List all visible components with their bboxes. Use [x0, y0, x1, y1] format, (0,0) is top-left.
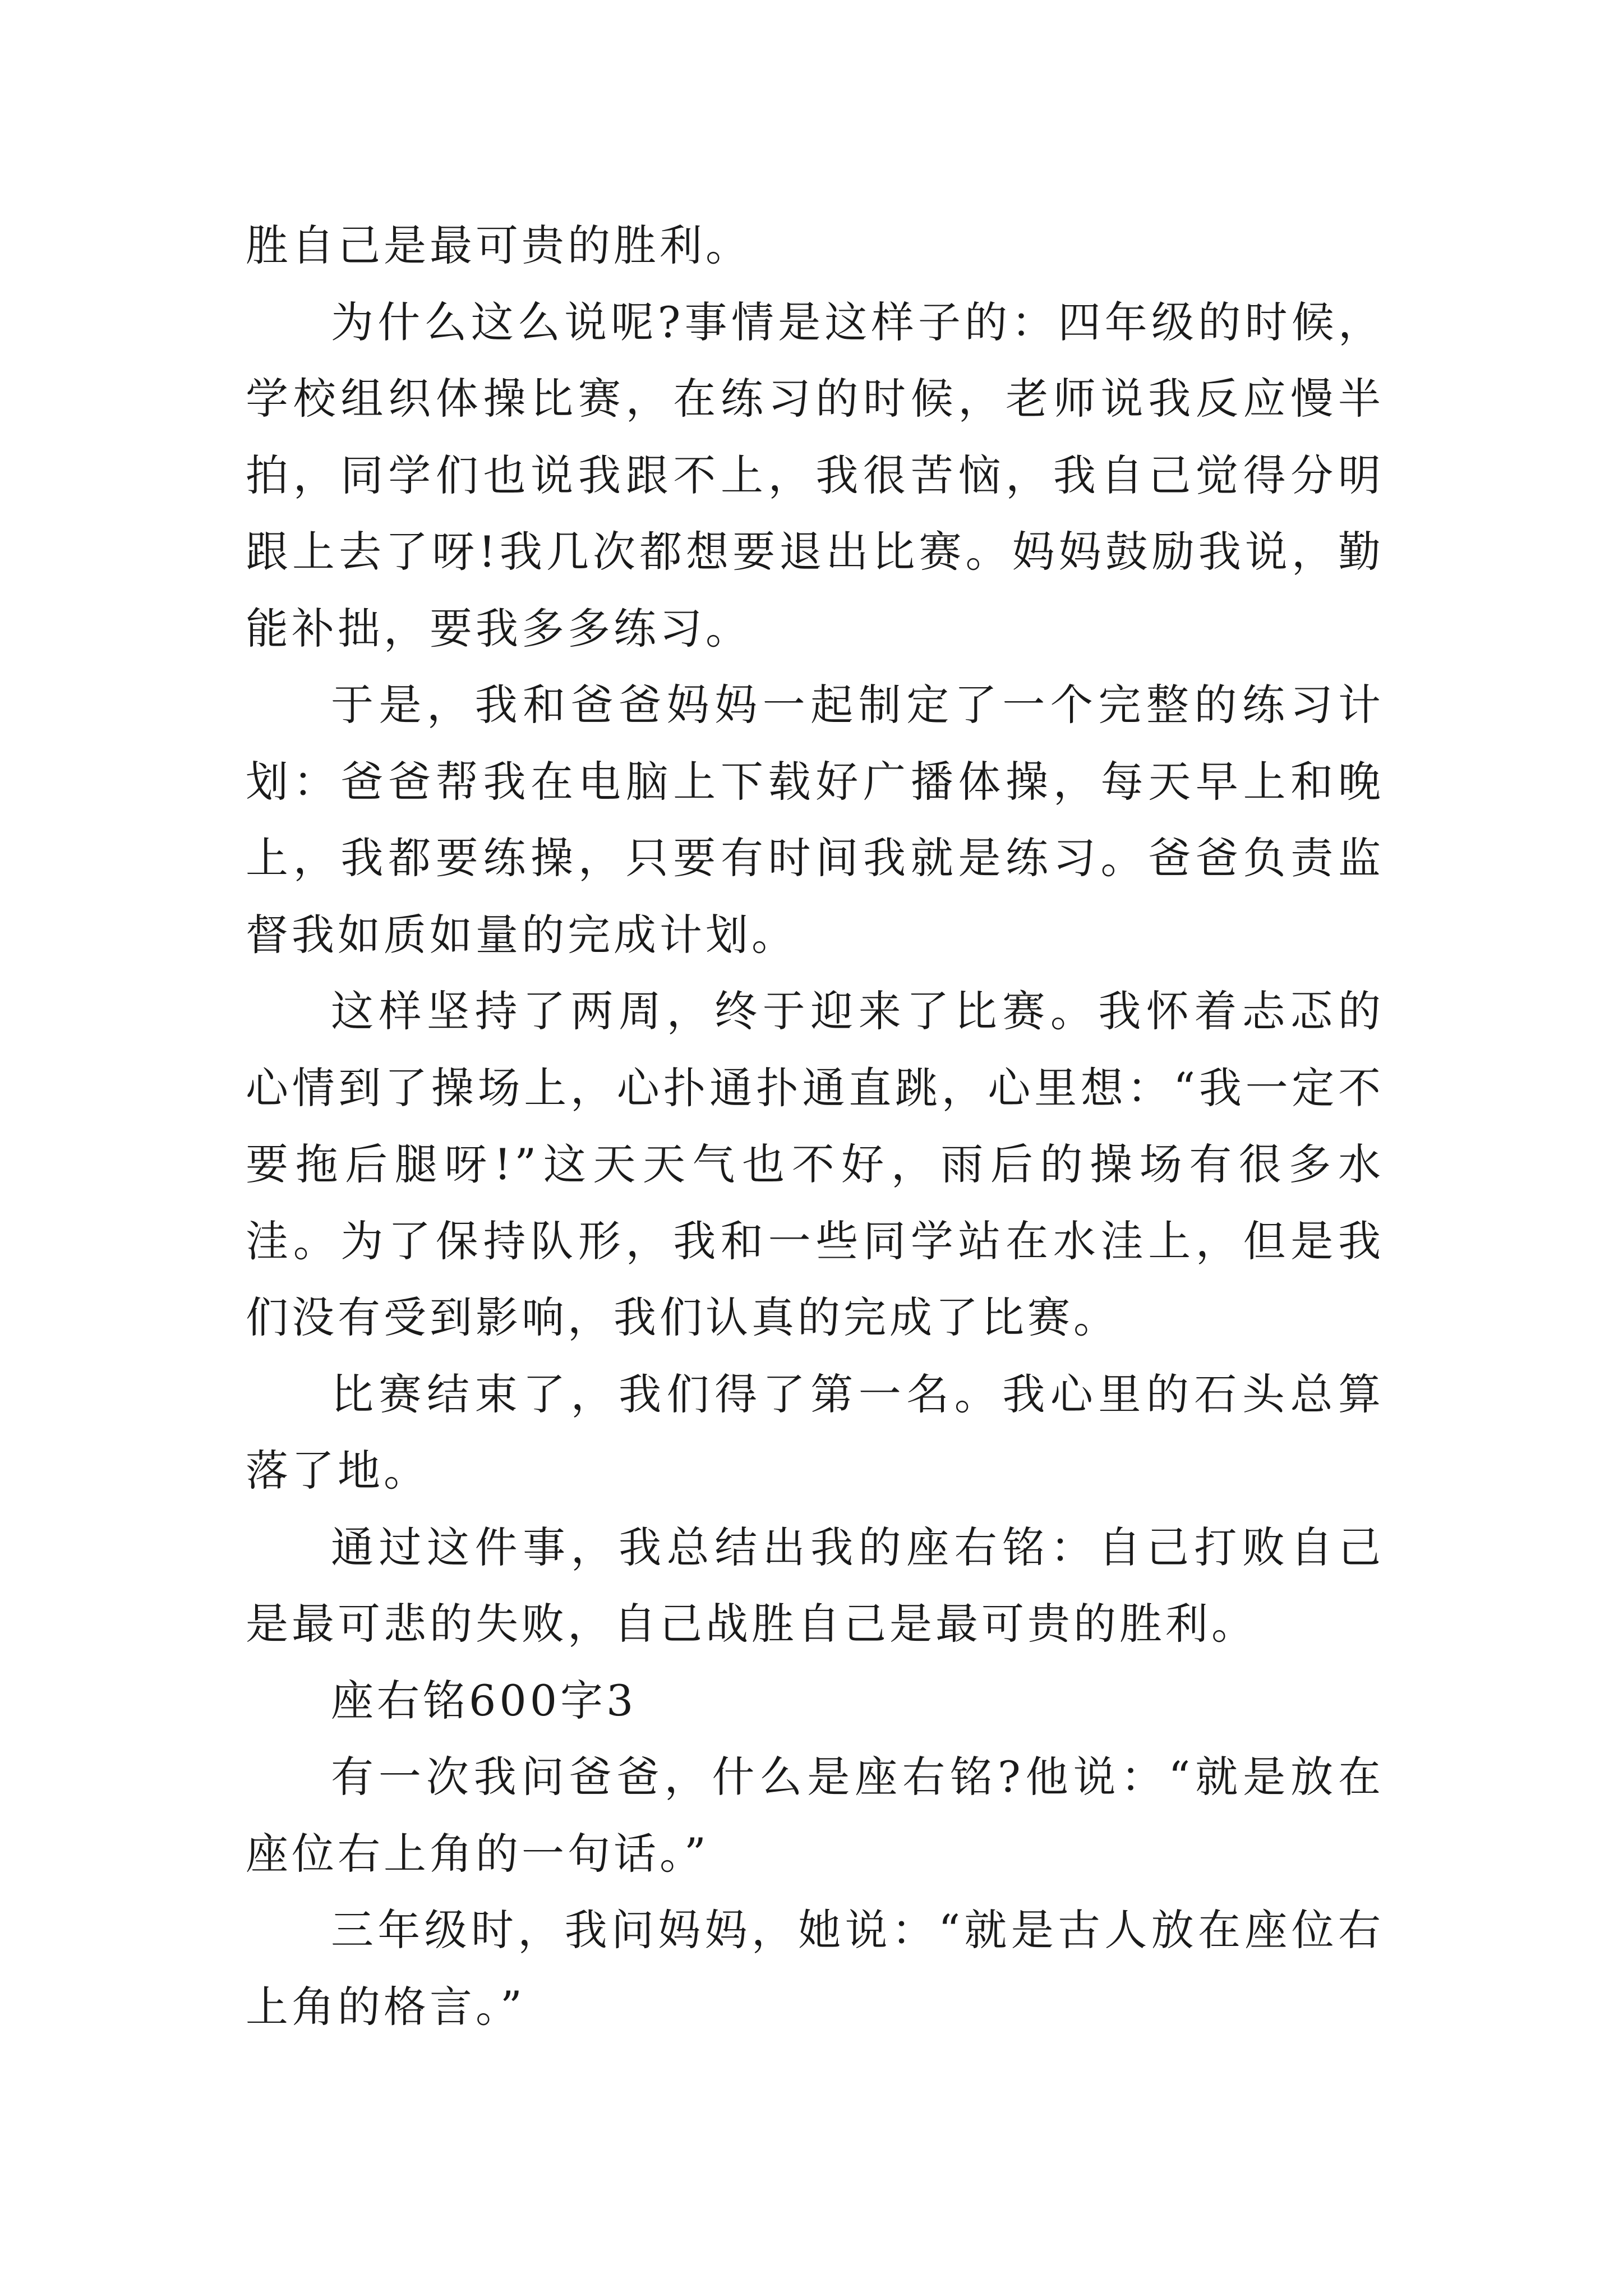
- paragraph-motto: 通过这件事，我总结出我的座右铭：自己打败自己是最可悲的失败，自己战胜自己是最可贵的胜利。: [246, 1522, 1384, 1649]
- paragraph-continuation: 胜自己是最可贵的胜利。: [246, 220, 751, 270]
- paragraph-result: 比赛结束了，我们得了第一名。我心里的石头总算落了地。: [246, 1369, 1384, 1496]
- paragraph-ask-father: 有一次我问爸爸，什么是座右铭?他说：“就是放在座位右上角的一句话。”: [246, 1752, 1384, 1879]
- paragraph-gymnastics-intro: 为什么这么说呢?事情是这样子的：四年级的时候，学校组织体操比赛，在练习的时候，老师说我反应慢半拍，同学们也说我跟不上，我很苦恼，我自己觉得分明跟上去了呀!我几次都想要退出比赛。妈妈鼓励我说，勤能补拙，要我多多练习。: [246, 297, 1384, 654]
- paragraph-practice-plan: 于是，我和爸爸妈妈一起制定了一个完整的练习计划：爸爸帮我在电脑上下载好广播体操，每天早上和晚上，我都要练操，只要有时间我就是练习。爸爸负责监督我如质如量的完成计划。: [246, 680, 1384, 960]
- body-text: [246, 208, 1384, 2045]
- section-heading: 座右铭600字3: [331, 1675, 637, 1726]
- paragraph-ask-mother: 三年级时，我问妈妈，她说：“就是古人放在座位右上角的格言。”: [246, 1905, 1384, 2032]
- paragraph-competition: 这样坚持了两周，终于迎来了比赛。我怀着忐忑的心情到了操场上，心扑通扑通直跳，心里想：“我一定不要拖后腿呀!”这天天气也不好，雨后的操场有很多水洼。为了保持队形，我和一些同学站在水洼上，但是我们没有受到影响，我们认真的完成了比赛。: [246, 986, 1384, 1342]
